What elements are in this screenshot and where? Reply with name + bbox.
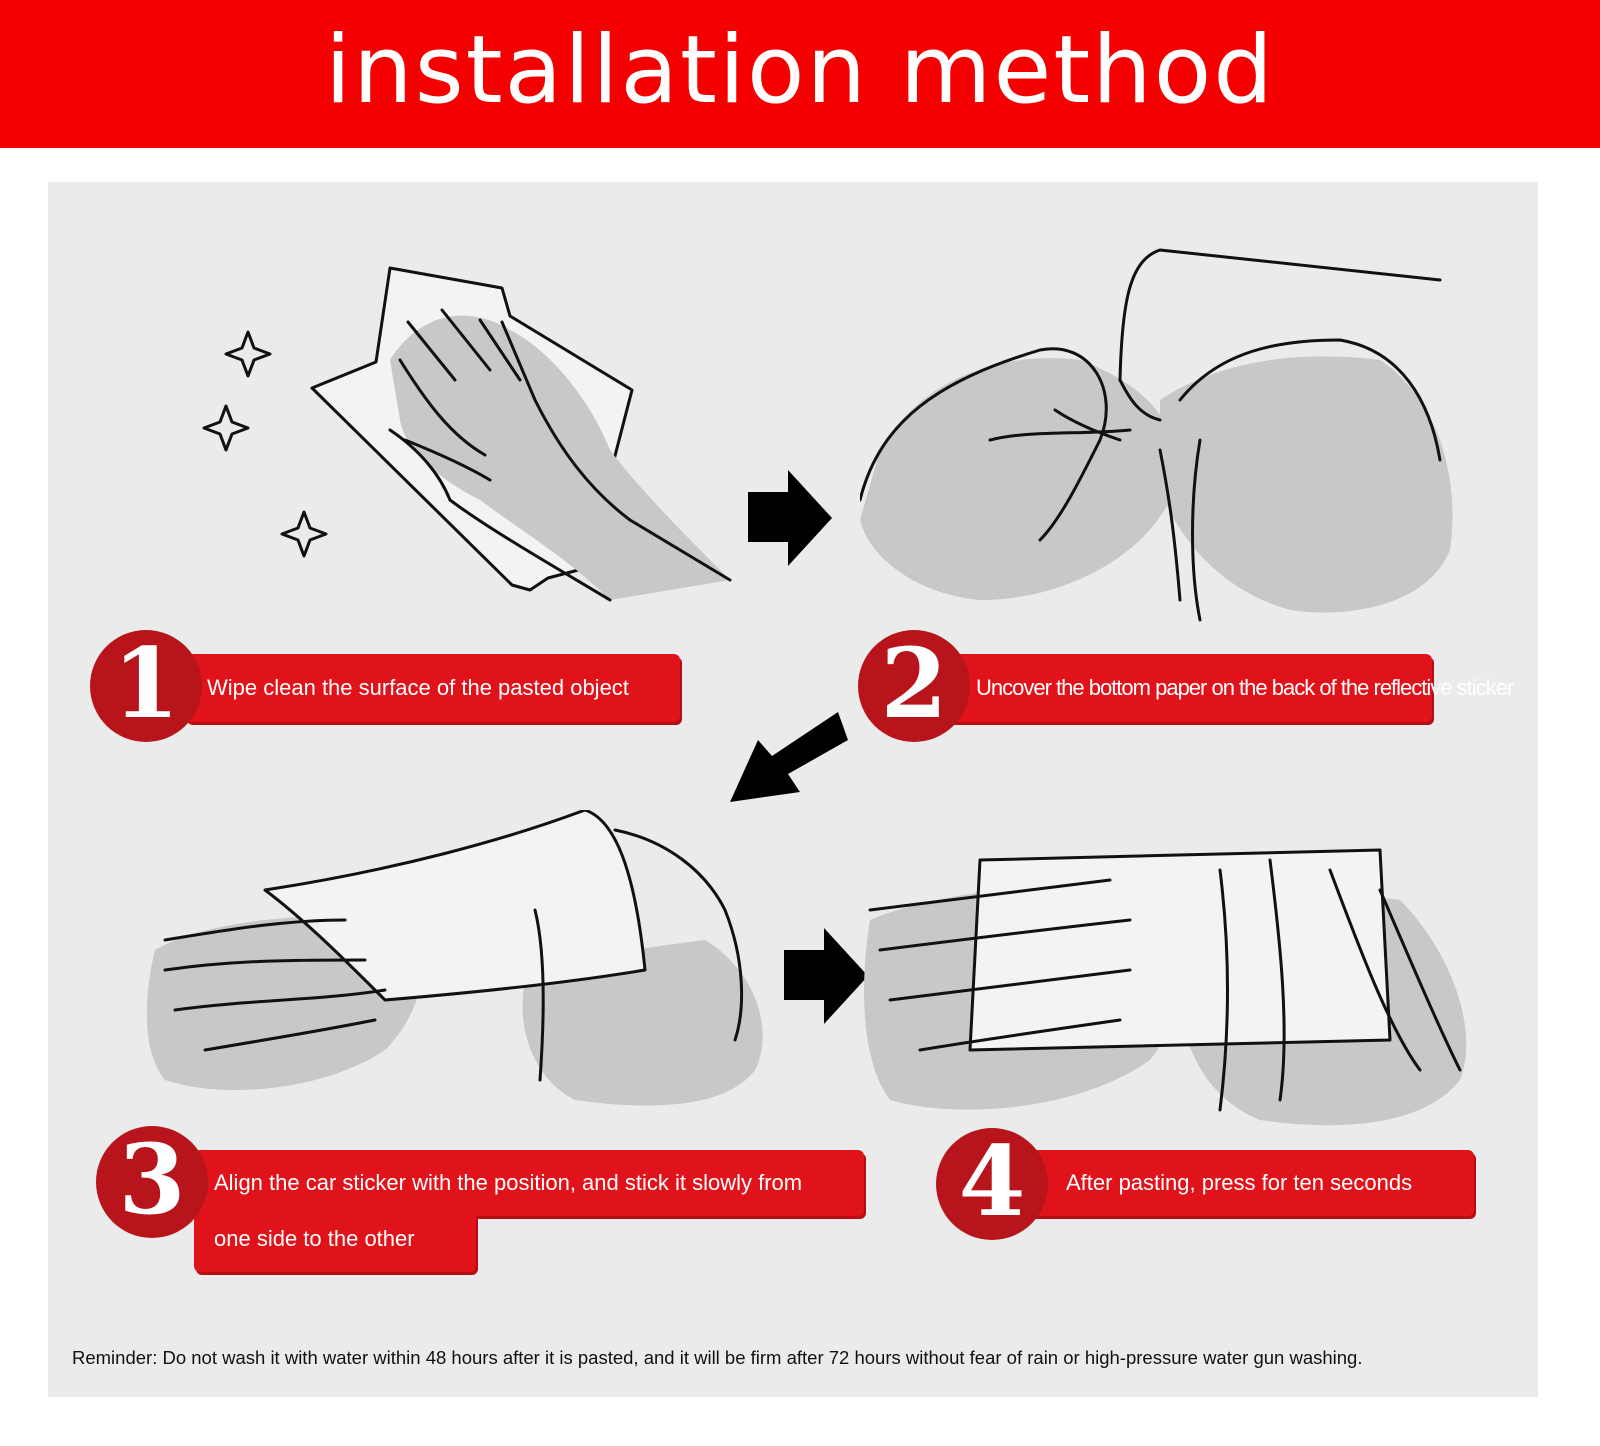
step-2-badge [858, 627, 970, 742]
reminder-note: Reminder: Do not wash it with water within 48 hours after it is pasted, and it will be firm after 72 hours without fear of rain or high-pressure water gun washing. [72, 1347, 1363, 1368]
step3-illustration [145, 810, 775, 1110]
step-2-number: 2 [880, 627, 948, 740]
step4-illustration [860, 830, 1480, 1140]
step-4-label [1010, 1150, 1474, 1216]
header-banner [0, 0, 1600, 148]
step-1-label [185, 654, 680, 722]
step-4-text: After pasting, press for ten seconds [1066, 1170, 1413, 1195]
step-4-number: 4 [958, 1125, 1026, 1238]
step-3-text-line1: Align the car sticker with the position, and stick it slowly from [214, 1170, 803, 1195]
step-2-label [948, 654, 1514, 722]
arrow-right-icon [748, 470, 834, 570]
step-3-text-line2: one side to the other [214, 1226, 415, 1251]
step-3-label-line2 [194, 1214, 476, 1272]
step-3-number: 3 [118, 1123, 186, 1236]
page-title: installation method [325, 15, 1275, 125]
step-4-badge [936, 1125, 1048, 1240]
step-1-badge [90, 627, 202, 742]
sparkle-icon [204, 332, 326, 556]
arrow-right-icon [784, 928, 870, 1028]
step2-illustration [860, 240, 1460, 630]
step-1-number: 1 [112, 627, 180, 740]
arrow-down-left-icon [730, 712, 850, 812]
step-3-badge [96, 1123, 208, 1238]
step-2-text: Uncover the bottom paper on the back of the reflective sticker [976, 675, 1514, 700]
step-3-label-line1 [194, 1150, 864, 1216]
step-1-text: Wipe clean the surface of the pasted object [207, 675, 629, 700]
step1-illustration [190, 250, 750, 630]
